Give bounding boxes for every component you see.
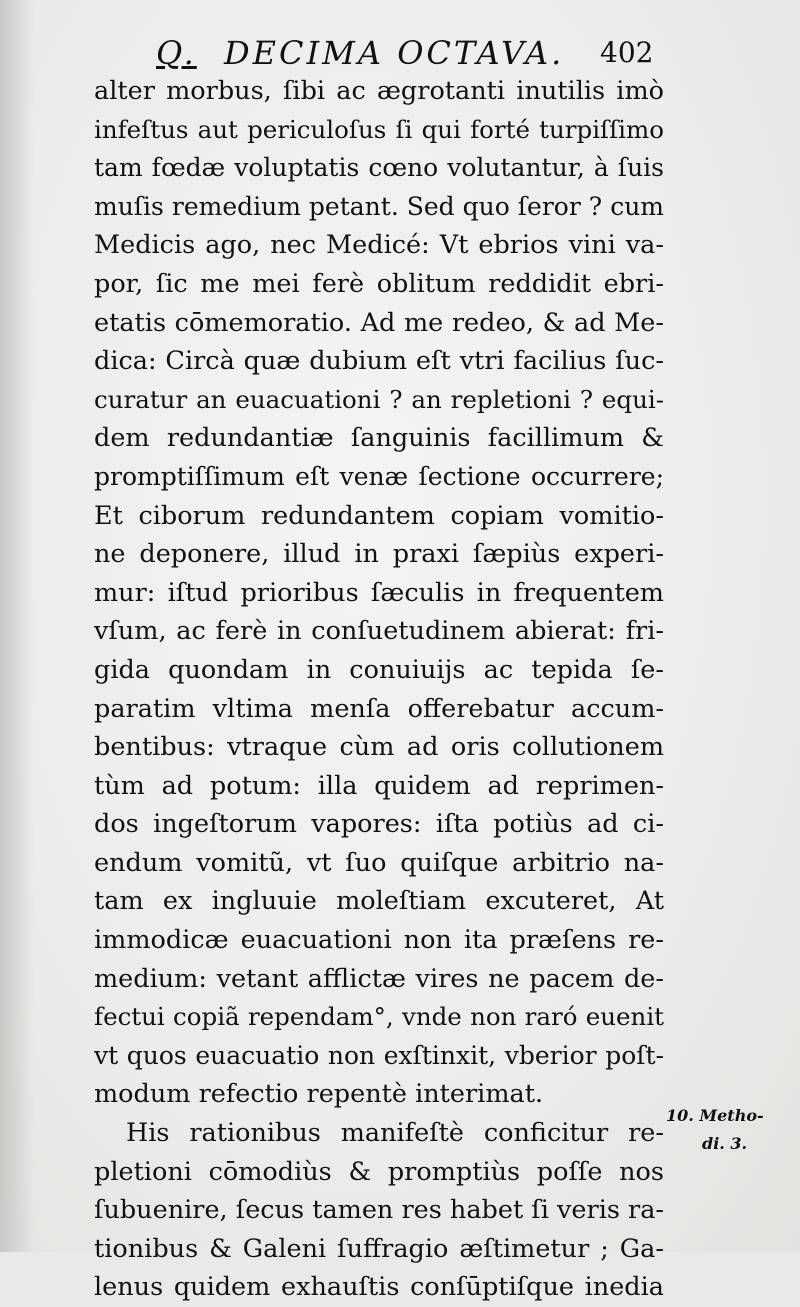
- text-line: gida quondam in conuiuijs ac tepida ſe-: [94, 654, 664, 685]
- text-line: tùm ad potum: illa quidem ad reprimen-: [94, 770, 664, 801]
- margin-note-line: 10. Metho-: [666, 1106, 764, 1125]
- body-text: [94, 72, 664, 1307]
- text-line: ne deponere, illud in praxi ſæpiùs experi-: [94, 539, 664, 570]
- header-question-label: Q.: [156, 34, 197, 72]
- text-line: etatis cōmemoratio. Ad me redeo, & ad Me-: [94, 307, 664, 338]
- text-line: curatur an euacuationi ? an repletioni ? equi-: [94, 384, 664, 414]
- text-line: tam fœdæ voluptatis cœno volutantur, à ſuis: [94, 153, 664, 183]
- text-line: promptiſſimum eſt venæ ſectione occurrere;: [94, 461, 664, 491]
- text-line: tam ex ingluuie moleſtiam excuteret, At: [94, 886, 664, 917]
- text-line: dos ingeſtorum vapores: iſta potiùs ad ci-: [94, 809, 664, 840]
- text-line: bentibus: vtraque cùm ad oris collutionem: [94, 732, 664, 763]
- gutter-shadow: [0, 0, 34, 1252]
- header-title: DECIMA OCTAVA.: [224, 34, 565, 72]
- text-line: modum refectio repentè interimat.: [94, 1079, 544, 1110]
- text-line: Medicis ago, nec Medicé: Vt ebrios vini va-: [94, 230, 664, 261]
- text-line: mur: iſtud prioribus ſæculis in frequentem: [94, 577, 664, 608]
- margin-note-line: di. 3.: [702, 1134, 748, 1153]
- text-line: His rationibus manifeſtè conficitur re-: [126, 1118, 664, 1149]
- text-line: infeſtus aut periculoſus ſi qui forté turpiſſimo: [94, 114, 664, 144]
- text-line: pletioni cōmodiùs & promptiùs poſſe nos: [94, 1156, 664, 1187]
- text-line: por, ſic me mei ferè oblitum reddidit ebri-: [94, 268, 664, 299]
- text-line: dica: Circà quæ dubium eſt vtri facilius ſuc-: [94, 346, 664, 377]
- text-line: endum vomitũ, vt ſuo quiſque arbitrio na-: [94, 847, 664, 878]
- text-line: fectui copiã rependam°, vnde non raró euenit: [94, 1002, 664, 1032]
- text-line: paratim vltima menſa offerebatur accum-: [94, 693, 664, 724]
- text-line: medium: vetant afflictæ vires ne pacem de-: [94, 963, 664, 994]
- text-line: muſis remedium petant. Sed quo ſeror ? cum: [94, 191, 664, 221]
- text-line: immodicæ euacuationi non ita præſens re-: [94, 925, 664, 956]
- text-line: lenus quidem exhauſtis conſūptiſque inedia: [94, 1272, 664, 1303]
- text-line: Et ciborum redundantem copiam vomitio-: [94, 500, 664, 531]
- margin-note: [666, 1102, 776, 1158]
- page-number: 402: [600, 36, 654, 69]
- text-line: ſubuenire, ſecus tamen res habet ſi veris ra-: [94, 1195, 665, 1226]
- text-line: alter morbus, ſibi ac ægrotanti inutilis imò: [94, 76, 664, 106]
- text-line: dem redundantiæ ſanguinis facillimum &: [94, 423, 664, 454]
- text-line: vt quos euacuatio non exſtinxit, vberior poſt-: [94, 1040, 664, 1070]
- text-line: vſum, ac ferè in conſuetudinem abierat: fri-: [94, 616, 664, 647]
- text-line: tionibus & Galeni ſuffragio æſtimetur ; Ga-: [94, 1233, 664, 1264]
